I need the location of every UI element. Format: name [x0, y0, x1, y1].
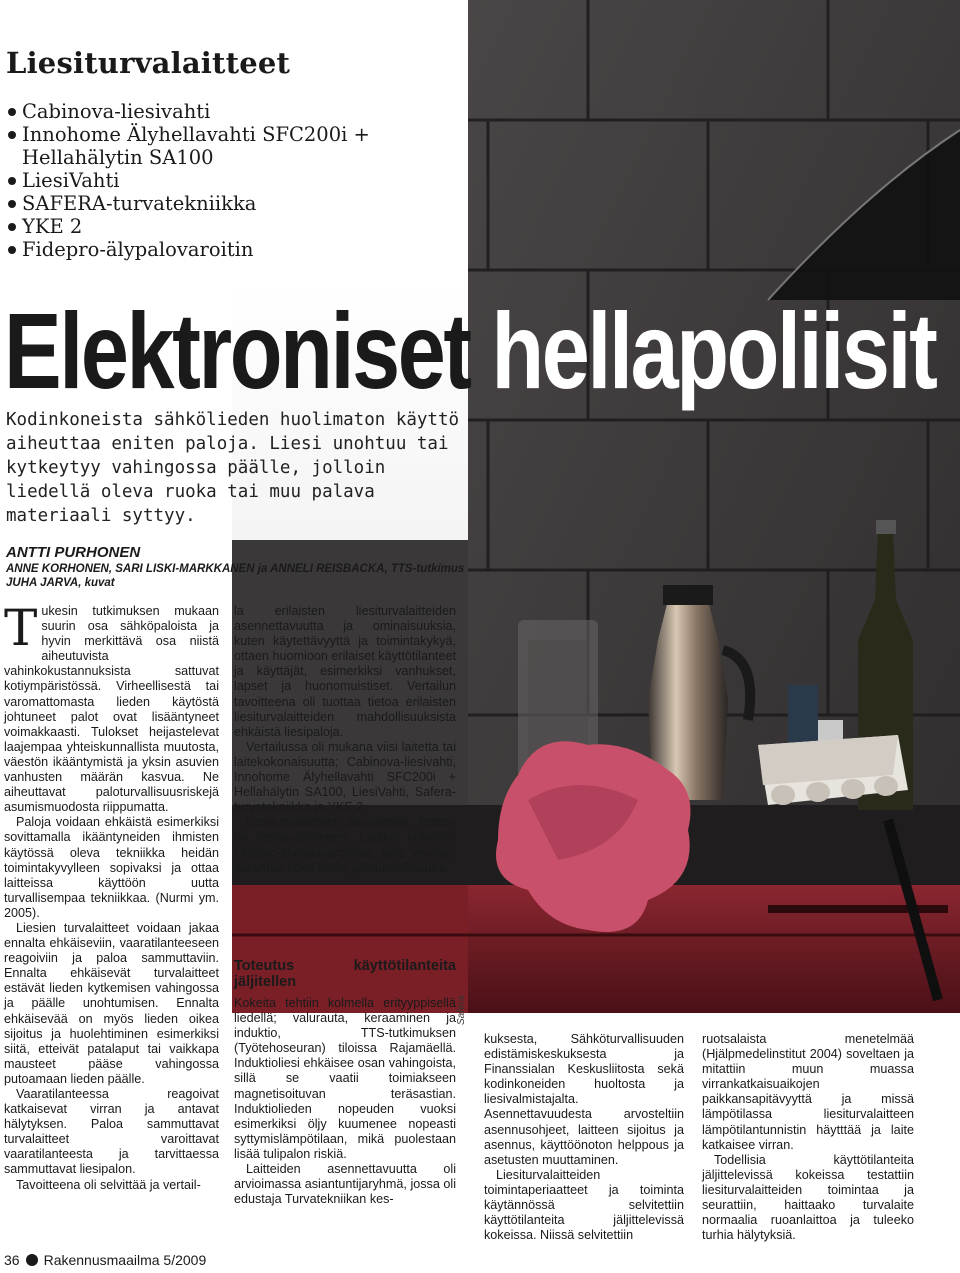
- paragraph: Paloja voidaan ehkäistä esimerkiksi sovittamalla ikääntyneiden ihmisten käytössä oleva tekniikka heidän toimintakyvylleen sopivaksi ja ottaa laitteissa käyttöön uutta turvallisempaa tekniikkaa. (Nurmi ym. 2005).: [4, 815, 219, 920]
- byline: [6, 544, 466, 590]
- contributors: ANNE KORHONEN, SARI LISKI-MARKKANEN ja ANNELI REISBACKA, TTS-tutkimus: [6, 563, 465, 575]
- device-item: Cabinova-liesivahti: [6, 100, 370, 123]
- device-item: Innohome Älyhellavahti SFC200i +: [6, 123, 370, 146]
- body-column-2-lower: [234, 958, 456, 1207]
- paragraph: ruotsalaista menetelmää (Hjälpmedelinstitut 2004) soveltaen ja mitattiin muun muassa virrankatkaisuaikojen paikkansapitävyyttä ja missä lämpötilassa liesiturvalaitteen lämpötilantunnistin häytttää ja laite katkaisee virran.: [702, 1032, 914, 1152]
- device-item: YKE 2: [6, 215, 370, 238]
- device-item-continued: Hellahälytin SA100: [22, 146, 214, 169]
- paragraph: Liesiturvalaitteet asennettiin lieteen tai liesituulettimeen. Lisäksi kokeiltiin Fidepro-älypalovaroitinta, jolla voidaan parantaa koko kodin paloturvallisuutta.: [234, 815, 456, 875]
- device-item: LiesiVahti: [6, 169, 370, 192]
- paragraph: Laitteiden asennettavuutta oli arvioimassa asiantuntijaryhmä, jossa oli edustaja Turvatekniikan kes-: [234, 1162, 456, 1207]
- paragraph: Vertailussa oli mukana viisi laitetta tai laitekokonaisuutta; Cabinova-liesivahti, Innohome Älyhellavahti SFC200i + Hellahälytin SA100, LiesiVahti, Safera-turvatekniikka ja YKE 2.: [234, 739, 456, 815]
- body-column-3: [484, 1032, 684, 1243]
- headline-part-2: hellapoliisit: [491, 290, 936, 411]
- page-footer: [4, 1252, 206, 1268]
- magazine-name: Rakennusmaailma 5/2009: [43, 1252, 207, 1268]
- headline: [4, 290, 936, 411]
- paragraph: Tavoitteena oli selvittää ja vertail-: [16, 1177, 201, 1192]
- paragraph: Kokeita tehtiin kolmella erityyppisellä liedellä; valurauta, keraaminen ja induktio, TTS-tutkimuksen (Työtehoseuran) tiloissa Rajamäellä. Induktioliesi ehkäisee osan vahingoista, sillä se vaatii toimiakseen magnetisoituvan teräsastian. Induktiolieden nopeuden vuoksi esimerkiksi öljy kuumenee nopeasti syttymislämpötilaan, mikä puolestaan lisää tulipalon riskiä.: [234, 996, 456, 1161]
- page-number: 36: [4, 1252, 20, 1268]
- paragraph: Liesien turvalaitteet voidaan jakaa ennalta ehkäiseviin, vaaratilanteeseen reagoiviin ja paloa sammuttaviin. Ennalta ehkäisevät turvalaitteet estävät lieden kytkemisen vahingossa ja päälle unohtumisen. Ennalta ehkäisevää on myös lieden oikea sijoitus ja huolehtiminen esimerkiksi siitä, etteivät patalaput tai vaikkapa mausteet pääse vahingossa putoamaan lieden päälle.: [4, 920, 219, 1086]
- lead-paragraph: Kodinkoneista sähkölieden huolimaton käyttö aiheuttaa eniten paloja. Liesi unohtuu tai kytkeytyy vahingossa päälle, jolloin liedellä oleva ruoka tai muu palava materiaali syttyy.: [6, 410, 460, 526]
- paragraph: Todellisia käyttötilanteita jäljittelevissä kokeissa testattiin liesiturvalaitteiden toimintaa ja seurattiin, haittaako turvalaite normaalia ruoanlaittoa ja tuleeko turhia hälytyksiä.: [702, 1152, 914, 1243]
- body-column-1: [4, 599, 219, 1193]
- photographer: JUHA JARVA, kuvat: [6, 577, 115, 589]
- bullet-dot-icon: [26, 1254, 38, 1266]
- paragraph-text: ukesin tutkimuksen mukaan suurin osa sähköpaloista ja hyvin merkittävä osa niistä aiheutuvista vahinkokustannuksista sattuvat kotiympäristössä. Virheellisestä tai varomattomasta lieden käytöstä johtuneet palot ovat lisääntyneet voimakkaasti. Tulokset heijastelevat laajempaa yhteiskunnallista muutosta, väestön ikääntymistä ja yksin asuvien vanhusten määrän kasvua. Ne aiheuttavat paloturvallisuusriskejä asumismuodosta riippumatta.: [4, 604, 219, 815]
- paragraph: [4, 599, 219, 815]
- author: ANTTI PURHONEN: [6, 544, 141, 561]
- paragraph: Liesiturvalaitteiden toimintaperiaatteet ja toiminta käytännössä selvitettiin käyttötilanteita jäljittelevissä kokeissa. Niissä selvitettiin: [484, 1167, 684, 1243]
- dropcap: T: [4, 599, 38, 657]
- body-column-4: [702, 1032, 914, 1243]
- paragraph: Vaaratilanteessa reagoivat katkaisevat virran ja antavat hälytyksen. Paloa sammuttavat turvalaitteet varoittavat vaaratilanteesta ja tarvittaessa sammuttavat liesipalon.: [4, 1087, 219, 1177]
- paragraph: la erilaisten liesiturvalaitteiden asennettavuutta ja ominaisuuksia, kuten käytettävyyttä ja toimintakykyä, ottaen huomioon erilaiset käyttötilanteet ja käyttäjät, esimerkiksi vanhukset, lapset ja huonomuistiset. Vertailun tavoitteena oli tuottaa tietoa erilaisten liesiturvalaitteiden mahdollisuuksista ehkäistä liesipaloja.: [234, 604, 456, 739]
- photo-credit: Safera: [456, 995, 467, 1025]
- headline-part-1: Elektroniset: [4, 290, 470, 411]
- body-column-2: [234, 604, 456, 876]
- paragraph: kuksesta, Sähköturvallisuuden edistämiskeskuksesta ja Finanssialan Keskusliitosta sekä kodinkoneiden huoltosta ja liesivalmistajalta. Asennettavuudesta arvosteltiin asennusohjeet, laitteen sijoitus ja asennus, käyttöönoton helppous ja asetusten muuttaminen.: [484, 1032, 684, 1167]
- device-item: Fidepro-älypalovaroitin: [6, 238, 370, 261]
- kitchen-photo: [468, 0, 960, 1013]
- device-item: SAFERA-turvatekniikka: [6, 192, 370, 215]
- box-title: Liesiturvalaitteet: [6, 46, 291, 80]
- device-list: [6, 100, 370, 261]
- subheading: Toteutus käyttötilanteita jäljitellen: [234, 958, 456, 990]
